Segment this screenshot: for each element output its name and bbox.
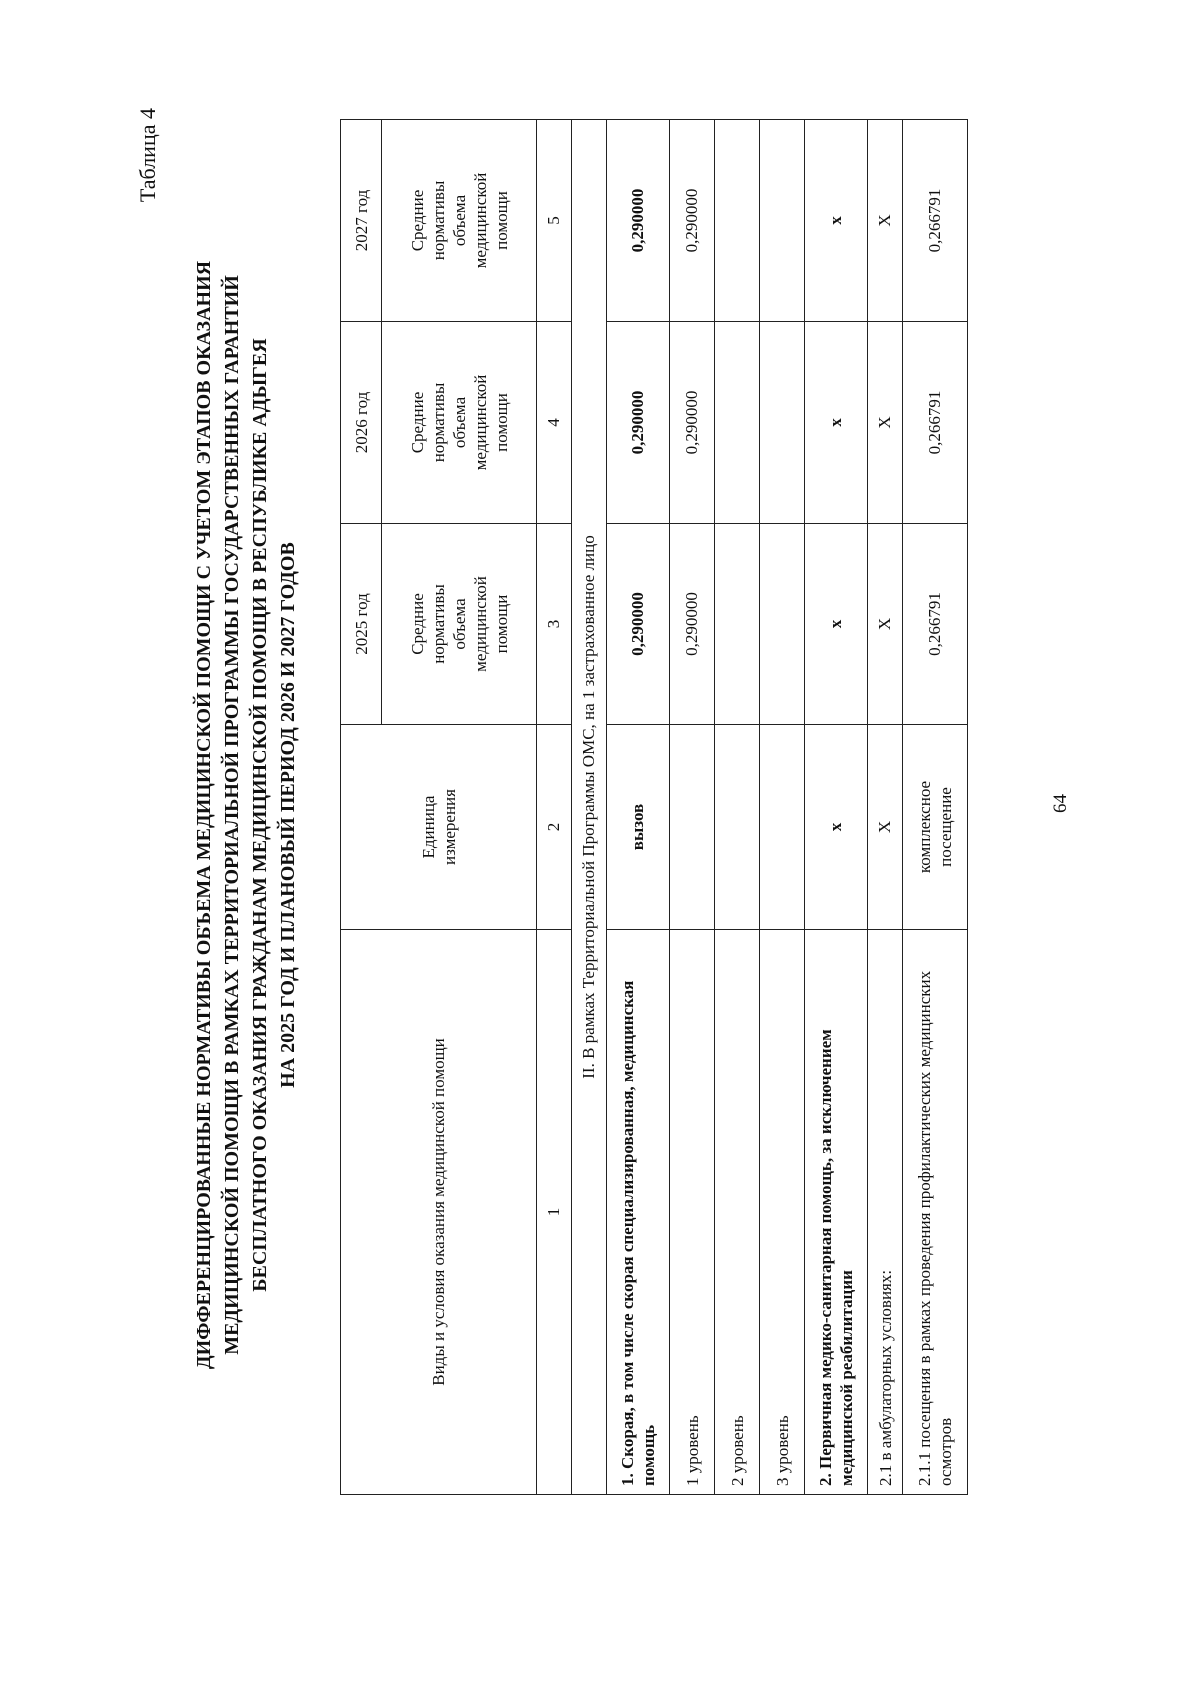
row-value-2026 <box>715 322 760 524</box>
column-number: 5 <box>537 120 572 322</box>
col-header-year-2026: 2026 год <box>341 322 382 524</box>
row-name: 2 уровень <box>715 930 760 1495</box>
header-row-years <box>341 120 382 1495</box>
section-row <box>572 120 607 1495</box>
row-unit <box>760 725 805 930</box>
row-name: 1 уровень <box>670 930 715 1495</box>
row-value-2027: Х <box>868 120 903 322</box>
row-value-2027: 0,290000 <box>670 120 715 322</box>
row-name: 2. Первичная медико-санитарная помощь, за исключением медицинской реабилитации <box>805 930 868 1495</box>
subheader-text: Средние нормативы объема медицинской помощи <box>407 172 511 269</box>
row-unit: х <box>805 725 868 930</box>
column-number: 3 <box>537 524 572 725</box>
row-value-2027 <box>760 120 805 322</box>
subheader-text: Средние нормативы объема медицинской помощи <box>407 576 511 672</box>
row-value-2027: х <box>805 120 868 322</box>
title-line: НА 2025 ГОД И ПЛАНОВЫЙ ПЕРИОД 2026 И 2027 ГОДОВ <box>277 542 299 1088</box>
col-header-year-2025: 2025 год <box>341 524 382 725</box>
col-header-year-2027: 2027 год <box>341 120 382 322</box>
col-subheader <box>382 322 537 524</box>
row-unit <box>715 725 760 930</box>
row-value-2025: 0,290000 <box>670 524 715 725</box>
row-value-2026 <box>760 322 805 524</box>
row-value-2027 <box>715 120 760 322</box>
col-subheader <box>382 524 537 725</box>
row-unit: вызов <box>607 725 670 930</box>
subheader-text: Средние нормативы объема медицинской помощи <box>407 374 511 471</box>
row-value-2025: Х <box>868 524 903 725</box>
col-header-types: Виды и условия оказания медицинской помощи <box>341 930 537 1495</box>
row-value-2026: 0,290000 <box>607 322 670 524</box>
row-value-2026: 0,290000 <box>670 322 715 524</box>
row-value-2027: 0,266791 <box>903 120 968 322</box>
row-value-2025 <box>760 524 805 725</box>
row-value-2025 <box>715 524 760 725</box>
row-value-2025: 0,266791 <box>903 524 968 725</box>
table-row <box>760 120 805 1495</box>
table-row <box>805 120 868 1495</box>
col-header-unit-text: Единица измерения <box>418 789 459 865</box>
row-name: 2.1 в амбулаторных условиях: <box>868 930 903 1495</box>
row-value-2025: 0,290000 <box>607 524 670 725</box>
row-unit <box>670 725 715 930</box>
row-name: 2.1.1 посещения в рамках проведения профилактических медицинских осмотров <box>903 930 968 1495</box>
table-row <box>670 120 715 1495</box>
table-row <box>868 120 903 1495</box>
norms-table <box>340 119 968 1495</box>
rotated-page <box>130 90 1140 1540</box>
row-value-2026: 0,266791 <box>903 322 968 524</box>
title-line: БЕСПЛАТНОГО ОКАЗАНИЯ ГРАЖДАНАМ МЕДИЦИНСКОЙ ПОМОЩИ В РЕСПУБЛИКЕ АДЫГЕЯ <box>249 338 271 1292</box>
title-line: МЕДИЦИНСКОЙ ПОМОЩИ В РАМКАХ ТЕРРИТОРИАЛЬНОЙ ПРОГРАММЫ ГОСУДАРСТВЕННЫХ ГАРАНТИЙ <box>221 275 243 1355</box>
row-value-2025: х <box>805 524 868 725</box>
table-row <box>715 120 760 1495</box>
column-number: 2 <box>537 725 572 930</box>
row-unit <box>903 725 968 930</box>
row-name: 1. Скорая, в том числе скорая специализированная, медицинская помощь <box>607 930 670 1495</box>
column-number: 1 <box>537 930 572 1495</box>
row-value-2026: х <box>805 322 868 524</box>
row-value-2027: 0,290000 <box>607 120 670 322</box>
col-header-unit <box>341 725 537 930</box>
row-value-2026: Х <box>868 322 903 524</box>
page-number: 64 <box>1050 794 1071 813</box>
row-name: 3 уровень <box>760 930 805 1495</box>
table-row <box>903 120 968 1495</box>
column-number: 4 <box>537 322 572 524</box>
table-label: Таблица 4 <box>135 108 160 203</box>
row-unit-text: комплексное посещение <box>915 780 955 874</box>
document-title <box>190 190 302 1440</box>
title-line: ДИФФЕРЕНЦИРОВАННЫЕ НОРМАТИВЫ ОБЪЕМА МЕДИЦИНСКОЙ ПОМОЩИ С УЧЕТОМ ЭТАПОВ ОКАЗАНИЯ <box>193 260 215 1370</box>
section-title: II. В рамках Территориальной Программы ОМС, на 1 застрахованное лицо <box>572 120 607 1495</box>
column-numbers-row <box>537 120 572 1495</box>
table-row <box>607 120 670 1495</box>
row-unit: Х <box>868 725 903 930</box>
col-subheader <box>382 120 537 322</box>
